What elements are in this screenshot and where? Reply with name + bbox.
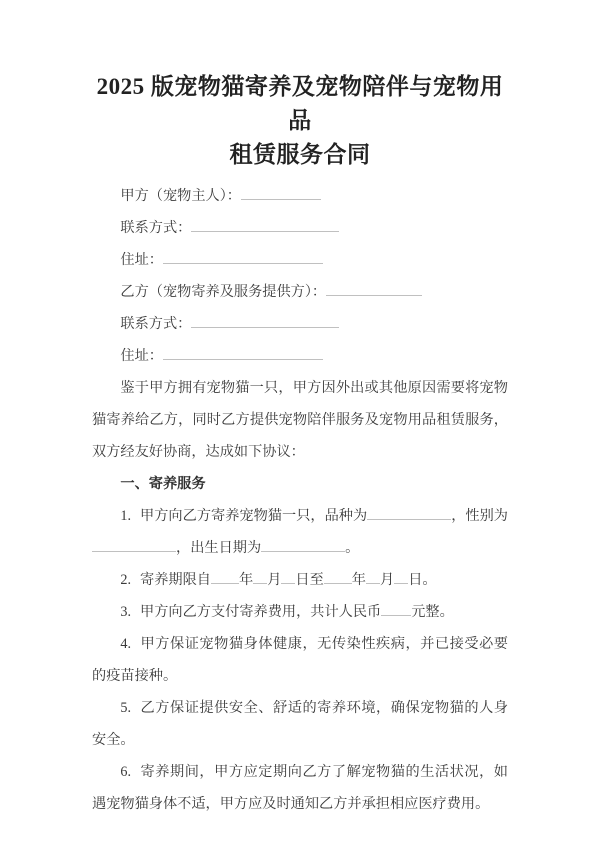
clause-number: 3.	[120, 604, 132, 620]
blank-line	[191, 217, 339, 232]
party-a-name-field	[92, 180, 508, 212]
text-segment: 住址：	[120, 348, 163, 364]
party-b-contact-field	[92, 308, 508, 340]
blank-line	[281, 569, 295, 584]
text-segment: 。	[345, 540, 360, 556]
party-b-name-field	[92, 276, 508, 308]
party-a-address-field	[92, 244, 508, 276]
blank-line	[241, 185, 321, 200]
blank-line	[163, 345, 323, 360]
blank-line	[253, 569, 267, 584]
text-segment: 月	[379, 572, 395, 588]
clause-3	[92, 596, 508, 628]
text-segment: 寄养期限自	[140, 572, 211, 588]
blank-line	[211, 569, 239, 584]
blank-line	[92, 537, 176, 552]
contract-title-line-1: 2025 版宠物猫寄养及宠物陪伴与宠物用品	[96, 74, 504, 133]
blank-line	[367, 505, 451, 520]
blank-line	[394, 569, 408, 584]
blank-line	[326, 281, 422, 296]
text-segment: 年	[238, 572, 254, 588]
blank-line	[191, 313, 339, 328]
clause-number: 1.	[120, 508, 132, 524]
text-segment: 住址：	[120, 252, 163, 268]
clause-2	[92, 564, 508, 596]
clause-number: 5.	[120, 700, 132, 716]
text-segment: 日。	[408, 572, 437, 588]
text-segment: 乙方保证提供安全、舒适的寄养环境，确保宠物猫的人身安全。	[92, 700, 508, 748]
clause-4	[92, 628, 508, 692]
text-segment: 联系方式：	[120, 316, 192, 332]
text-segment: 寄养期间，甲方应定期向乙方了解宠物猫的生活状况，如遇宠物猫身体不适，甲方应及时通知乙方并承担相应医疗费用。	[92, 764, 508, 812]
text-segment: ，出生日期为	[176, 540, 262, 556]
text-segment: 年	[351, 572, 366, 588]
clauses-block	[92, 500, 508, 820]
text-segment: 日至	[295, 572, 324, 588]
blank-line	[324, 569, 352, 584]
clause-number: 2.	[120, 572, 132, 588]
contract-title	[92, 70, 508, 172]
text-segment: 甲方向乙方支付寄养费用，共计人民币	[140, 604, 382, 620]
clause-number: 4.	[120, 636, 132, 652]
text-segment: 甲方保证宠物猫身体健康，无传染性疾病，并已接受必要的疫苗接种。	[92, 636, 508, 684]
text-segment: 元整。	[411, 604, 454, 620]
party-a-contact-field	[92, 212, 508, 244]
parties-block	[92, 180, 508, 372]
text-segment: 月	[267, 572, 282, 588]
text-segment: 甲方向乙方寄养宠物猫一只，品种为	[140, 508, 368, 524]
text-segment: 甲方（宠物主人）：	[120, 188, 241, 204]
clause-6	[92, 756, 508, 820]
blank-line	[381, 601, 411, 616]
blank-line	[366, 569, 380, 584]
blank-line	[261, 537, 345, 552]
clause-1	[92, 500, 508, 564]
clause-5	[92, 692, 508, 756]
preamble-paragraph: 鉴于甲方拥有宠物猫一只，甲方因外出或其他原因需要将宠物猫寄养给乙方，同时乙方提供宠物陪伴服务及宠物用品租赁服务，双方经友好协商，达成如下协议：	[92, 380, 508, 460]
party-b-address-field	[92, 340, 508, 372]
text-segment: ，性别为	[451, 508, 508, 524]
clause-number: 6.	[120, 764, 132, 780]
text-segment: 乙方（宠物寄养及服务提供方）：	[120, 284, 327, 300]
section-1-heading: 一、寄养服务	[120, 476, 206, 492]
contract-title-line-2: 租赁服务合同	[229, 142, 371, 167]
text-segment: 联系方式：	[120, 220, 192, 236]
blank-line	[163, 249, 323, 264]
